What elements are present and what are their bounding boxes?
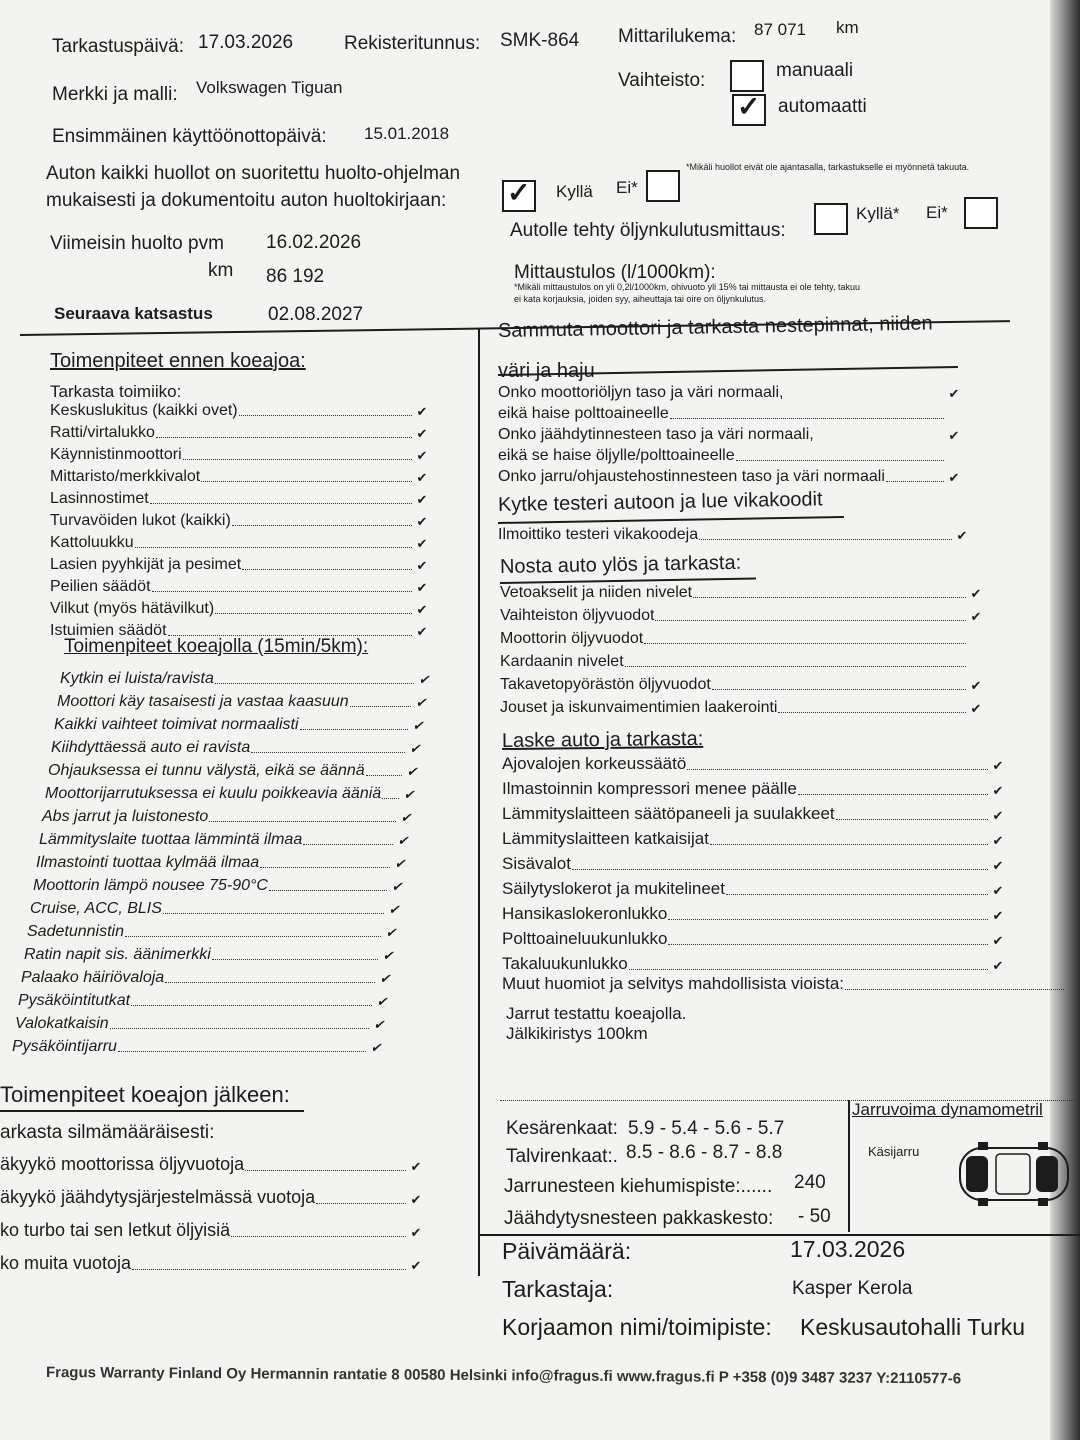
make-model: Volkswagen Tiguan xyxy=(196,78,343,97)
fluid-label: Onko moottoriöljyn taso ja väri normaali, xyxy=(498,384,784,401)
drive-label: Pysäköintijarru xyxy=(12,1038,117,1055)
lift-label: Jouset ja iskunvaimentimien laakerointi xyxy=(500,699,778,716)
check-mark-icon[interactable]: ✔ xyxy=(410,1159,422,1174)
manual-label: manuaali xyxy=(776,60,854,81)
lower-label: Takaluukunlukko xyxy=(502,954,628,973)
before-label: Keskuslukitus (kaikki ovet) xyxy=(50,402,238,419)
check-mark-icon[interactable]: ✔ xyxy=(394,856,406,871)
before-item xyxy=(50,600,430,618)
lower-item xyxy=(502,779,1006,799)
signature-divider xyxy=(480,1234,1080,1236)
leader-dots xyxy=(135,547,412,548)
drive-item xyxy=(54,716,426,734)
leader-dots xyxy=(572,869,988,870)
leader-dots xyxy=(231,1236,406,1237)
leader-dots xyxy=(212,959,378,960)
leader-dots xyxy=(629,969,988,970)
drive-item xyxy=(48,762,420,780)
registration-number: SMK-864 xyxy=(500,30,580,51)
odometer-value: 87 071 xyxy=(754,20,806,39)
check-mark-icon[interactable]: ✔ xyxy=(418,672,430,687)
last-service-label: Viimeisin huolto pvm xyxy=(50,233,224,254)
winter-tyres-label: Talvirenkaat:. xyxy=(506,1146,618,1167)
drive-label: Moottorijarrutuksessa ei kuulu poikkeavia ääniä xyxy=(45,785,382,802)
leader-dots xyxy=(110,1028,369,1029)
before-item xyxy=(50,512,430,530)
lift-item xyxy=(500,653,984,671)
check-mark-icon[interactable]: ✔ xyxy=(382,948,394,963)
leader-dots xyxy=(125,936,381,937)
leader-dots xyxy=(209,821,396,822)
drive-item xyxy=(15,1015,387,1033)
fluid-item xyxy=(498,426,962,444)
before-drive-title: Toimenpiteet ennen koeajoa: xyxy=(50,350,306,372)
drive-item xyxy=(39,831,411,849)
fluid-item xyxy=(498,447,962,465)
first-use-label: Ensimmäinen käyttöönottopäivä: xyxy=(52,126,327,147)
check-mark-icon[interactable]: ✔ xyxy=(379,971,391,986)
before-label: Turvavöiden lukot (kaikki) xyxy=(50,512,231,529)
lower-label: Lämmityslaitteen säätöpaneeli ja suulakkeet xyxy=(502,804,835,823)
before-item xyxy=(50,446,430,464)
after-label: ko turbo tai sen letkut öljyisiä xyxy=(0,1220,231,1240)
fluid-label: Onko jäähdytinnesteen taso ja väri normaali, xyxy=(498,426,814,443)
check-mark-icon[interactable]: ✔ xyxy=(970,701,982,716)
next-inspection-date: 02.08.2027 xyxy=(268,304,364,325)
check-mark-icon[interactable]: ✔ xyxy=(992,858,1004,873)
check-mark-icon[interactable]: ✔ xyxy=(397,833,409,848)
last-service-date: 16.02.2026 xyxy=(266,232,362,253)
tester-item xyxy=(498,526,970,544)
leader-dots xyxy=(655,620,966,621)
tester-underline xyxy=(498,516,844,524)
odometer-label: Mittarilukema: xyxy=(618,26,737,47)
background-edge xyxy=(1050,0,1080,1440)
after-drive-underline xyxy=(0,1110,304,1112)
lower-label: Säilytyslokerot ja mukitelineet xyxy=(502,879,725,898)
before-label: Kattoluukku xyxy=(50,534,134,551)
oil-test-yes-checkbox[interactable] xyxy=(814,203,848,235)
fluid-title-line1: Sammuta moottori ja tarkasta nestepinnat, niiden xyxy=(497,312,933,342)
leader-dots xyxy=(132,1269,406,1270)
workshop-name: Keskusautohalli Turku xyxy=(800,1314,1026,1340)
lift-item xyxy=(500,699,984,717)
check-mark-icon[interactable]: ✔ xyxy=(391,879,403,894)
lower-label: Lämmityslaitteen katkaisijat xyxy=(502,829,709,848)
drive-item xyxy=(24,946,396,964)
leader-dots xyxy=(687,769,988,770)
leader-dots xyxy=(168,635,412,636)
service-note: *Mikäli huollot eivät ole ajantasalla, tarkastukselle ei myönnetä takuuta. xyxy=(686,162,970,172)
lift-item xyxy=(500,607,984,625)
inspection-date: 17.03.2026 xyxy=(198,32,294,53)
leader-dots xyxy=(300,729,408,730)
check-mark-icon[interactable]: ✔ xyxy=(416,536,428,551)
before-item xyxy=(50,490,430,508)
automatic-checkbox[interactable] xyxy=(732,94,766,126)
leader-dots xyxy=(736,460,944,461)
check-mark-icon[interactable]: ✔ xyxy=(410,1258,422,1273)
check-mark-icon[interactable]: ✔ xyxy=(948,386,960,401)
drive-item xyxy=(33,877,405,895)
remarks-dots xyxy=(845,989,1064,990)
before-label: Lasien pyyhkijät ja pesimet xyxy=(50,556,242,573)
service-no-checkbox[interactable] xyxy=(646,170,680,202)
drive-item xyxy=(30,900,402,918)
before-label: Mittaristo/merkkivalot xyxy=(50,468,201,485)
check-mark-icon[interactable]: ✔ xyxy=(992,808,1004,823)
check-mark-icon[interactable]: ✔ xyxy=(416,426,428,441)
test-drive-title: Toimenpiteet koeajolla (15min/5km): xyxy=(64,636,369,657)
drive-label: Kaikki vaihteet toimivat normaalisti xyxy=(54,716,299,733)
lower-title: Laske auto ja tarkasta: xyxy=(501,727,704,752)
lower-label: Sisävalot xyxy=(502,854,571,873)
leader-dots xyxy=(836,819,988,820)
coolant-value: - 50 xyxy=(798,1206,831,1227)
leader-dots xyxy=(251,752,405,753)
check-mark-icon[interactable]: ✔ xyxy=(412,718,424,733)
lift-label: Takavetopyörästön öljyvuodot xyxy=(500,676,711,693)
check-mark-icon[interactable]: ✔ xyxy=(992,958,1004,973)
car-top-view-icon xyxy=(952,1138,1072,1210)
before-item xyxy=(50,468,430,486)
inspector-label: Tarkastaja: xyxy=(502,1276,614,1302)
check-mark-icon[interactable]: ✔ xyxy=(388,902,400,917)
drive-item xyxy=(36,854,408,872)
check-mark-icon[interactable]: ✔ xyxy=(992,783,1004,798)
leader-dots xyxy=(269,890,387,891)
drive-item xyxy=(27,923,399,941)
drive-item xyxy=(18,992,390,1010)
lower-item xyxy=(502,754,1006,774)
drive-label: Moottori käy tasaisesti ja vastaa kaasuun xyxy=(57,693,349,710)
sign-date: 17.03.2026 xyxy=(790,1236,906,1262)
leader-dots xyxy=(201,481,412,482)
before-label: Istuimien säädöt xyxy=(50,622,167,639)
before-item xyxy=(50,622,430,640)
leader-dots xyxy=(350,706,411,707)
drive-item xyxy=(45,785,417,803)
leader-dots xyxy=(710,844,988,845)
oil-test-label: Autolle tehty öljynkulutusmittaus: xyxy=(510,220,786,241)
leader-dots xyxy=(625,666,966,667)
after-label: ko muita vuotoja xyxy=(0,1253,132,1273)
leader-dots xyxy=(668,944,988,945)
service-yes-label: Kyllä xyxy=(556,182,593,201)
leader-dots xyxy=(712,689,966,690)
check-mark-icon[interactable]: ✔ xyxy=(373,1017,385,1032)
check-mark-icon[interactable]: ✔ xyxy=(416,514,428,529)
lower-item xyxy=(502,829,1006,849)
after-item xyxy=(0,1154,424,1175)
last-service-km-label: km xyxy=(208,260,234,281)
check-mark-icon[interactable]: ✔ xyxy=(416,404,428,419)
brake-fluid-value: 240 xyxy=(794,1172,826,1193)
fluid-title-line2: väri ja haju xyxy=(498,360,595,382)
drive-label: Palaako häiriövaloja xyxy=(21,969,165,986)
footer-company-info: Fragus Warranty Finland Oy Hermannin rantatie 8 00580 Helsinki info@fragus.fi www.fragus.fi P +358 (0)9 3487 3237 Y:2110577-6 xyxy=(45,1364,962,1388)
check-mark-icon[interactable]: ✔ xyxy=(385,925,397,940)
manual-checkbox[interactable] xyxy=(730,60,764,92)
drive-label: Kiihdyttäessä auto ei ravista xyxy=(51,739,251,756)
after-drive-title: Toimenpiteet koeajon jälkeen: xyxy=(0,1082,290,1107)
lower-label: Ajovalojen korkeussäätö xyxy=(502,754,687,773)
lift-item xyxy=(500,630,984,648)
before-item xyxy=(50,424,430,442)
drive-label: Cruise, ACC, BLIS xyxy=(30,900,162,917)
drive-label: Ohjauksessa ei tunnu välystä, eikä se äännä xyxy=(48,762,365,779)
leader-dots xyxy=(150,503,412,504)
check-mark-icon[interactable]: ✔ xyxy=(948,428,960,443)
leader-dots xyxy=(366,775,402,776)
drive-label: Ilmastointi tuottaa kylmää ilmaa xyxy=(36,854,260,871)
after-label: äkyykö moottorissa öljyvuotoja xyxy=(0,1154,245,1174)
check-mark-icon[interactable]: ✔ xyxy=(956,528,968,543)
check-mark-icon[interactable]: ✔ xyxy=(416,492,428,507)
fluid-label: Onko jarru/ohjaustehostinnesteen taso ja väri normaali xyxy=(498,468,885,485)
automatic-label: automaatti xyxy=(778,96,867,117)
drive-item xyxy=(51,739,423,757)
lower-label: Polttoaineluukunlukko xyxy=(502,929,668,948)
check-mark-icon[interactable]: ✔ xyxy=(410,1225,422,1240)
leader-dots xyxy=(316,1203,406,1204)
before-item xyxy=(50,556,430,574)
lower-item xyxy=(502,904,1006,924)
leader-dots xyxy=(798,794,988,795)
lower-item xyxy=(502,929,1006,949)
drive-label: Sadetunnistin xyxy=(27,923,124,940)
leader-dots xyxy=(778,712,966,713)
remarks-line1: Jarrut testattu koeajolla. xyxy=(506,1004,687,1023)
lower-label: Ilmastoinnin kompressori menee päälle xyxy=(502,779,797,798)
drive-label: Lämmityslaite tuottaa lämmintä ilmaa xyxy=(39,831,303,848)
gearbox-label: Vaihteisto: xyxy=(618,70,706,91)
column-divider xyxy=(478,328,480,1276)
drive-label: Valokatkaisin xyxy=(15,1015,109,1032)
check-mark-icon[interactable]: ✔ xyxy=(410,1192,422,1207)
summer-tyres-values: 5.9 - 5.4 - 5.6 - 5.7 xyxy=(628,1118,785,1139)
check-mark-icon[interactable]: ✔ xyxy=(400,810,412,825)
sign-date-label: Päivämäärä: xyxy=(502,1238,632,1264)
brake-fluid-label: Jarrunesteen kiehumispiste:...... xyxy=(504,1176,773,1197)
leader-dots xyxy=(232,525,412,526)
check-mark-icon[interactable]: ✔ xyxy=(403,787,415,802)
fluid-item xyxy=(498,384,962,402)
lower-item xyxy=(502,954,1006,974)
drive-item xyxy=(21,969,393,987)
after-item xyxy=(0,1253,424,1274)
leader-dots xyxy=(215,613,412,614)
check-mark-icon[interactable]: ✔ xyxy=(992,908,1004,923)
leader-dots xyxy=(699,539,952,540)
oil-test-yes-label: Kyllä* xyxy=(856,204,900,223)
leader-dots xyxy=(668,919,988,920)
lift-label: Vetoakselit ja niiden nivelet xyxy=(500,584,693,601)
before-label: Ratti/virtalukko xyxy=(50,424,155,441)
lift-label: Kardaanin nivelet xyxy=(500,653,624,670)
after-item xyxy=(0,1187,424,1208)
check-mark-icon[interactable]: ✔ xyxy=(992,933,1004,948)
inspector-name: Kasper Kerola xyxy=(792,1278,913,1299)
check-mark-icon[interactable]: ✔ xyxy=(970,586,982,601)
leader-dots xyxy=(303,844,393,845)
lower-label: Hansikaslokeronlukko xyxy=(502,904,668,923)
leader-dots xyxy=(382,798,399,799)
tester-title: Kytke testeri autoon ja lue vikakoodit xyxy=(497,488,823,516)
oil-test-no-label: Ei* xyxy=(926,203,948,222)
after-item xyxy=(0,1220,424,1241)
check-mark-icon[interactable]: ✔ xyxy=(948,470,960,485)
service-no-label: Ei* xyxy=(616,178,638,197)
summer-tyres-label: Kesärenkaat: xyxy=(506,1118,618,1139)
drive-label: Ratin napit sis. äänimerkki xyxy=(24,946,211,963)
after-check-title: arkasta silmämääräisesti: xyxy=(0,1122,215,1143)
leader-dots xyxy=(183,459,412,460)
service-statement-line2: mukaisesti ja dokumentoitu auton huoltokirjaan: xyxy=(46,190,447,211)
service-statement-line1: Auton kaikki huollot on suoritettu huolto-ohjelman xyxy=(46,163,461,184)
leader-dots xyxy=(215,683,414,684)
leader-dots xyxy=(118,1051,366,1052)
lift-title: Nosta auto ylös ja tarkasta: xyxy=(499,551,742,578)
before-label: Lasinnostimet xyxy=(50,490,149,507)
lift-label: Vaihteiston öljyvuodot xyxy=(500,607,655,624)
leader-dots xyxy=(693,597,966,598)
check-mark-icon[interactable]: ✔ xyxy=(415,695,427,710)
dyno-title: Jarruvoima dynamometril xyxy=(852,1100,1043,1119)
check-mark-icon[interactable]: ✔ xyxy=(992,758,1004,773)
before-item xyxy=(50,578,430,596)
leader-dots xyxy=(152,591,412,592)
drive-item xyxy=(57,693,429,711)
remarks-row xyxy=(502,974,1066,994)
check-mark-icon[interactable]: ✔ xyxy=(416,602,428,617)
check-mark-icon[interactable]: ✔ xyxy=(409,741,421,756)
leader-dots xyxy=(131,1005,372,1006)
oil-result-label: Mittaustulos (l/1000km): xyxy=(514,262,716,283)
lower-item xyxy=(502,854,1006,874)
leader-dots xyxy=(886,481,944,482)
leader-dots xyxy=(239,415,412,416)
after-label: äkyykö jäähdytysjärjestelmässä vuotoja xyxy=(0,1187,316,1207)
fluid-label: eikä haise polttoaineelle xyxy=(498,405,669,422)
before-label: Vilkut (myös hätävilkut) xyxy=(50,600,215,617)
check-mark-icon[interactable]: ✔ xyxy=(370,1040,382,1055)
tester-label: Ilmoittiko testeri vikakoodeja xyxy=(498,526,699,543)
oil-note-line1: *Mikäli mittaustulos on yli 0,2l/1000km, ohivuoto yli 15% tai mittausta ei ole tehty, takuu xyxy=(514,282,861,292)
drive-label: Abs jarrut ja luistonesto xyxy=(42,808,209,825)
check-mark-icon[interactable]: ✔ xyxy=(970,609,982,624)
check-mark-icon[interactable]: ✔ xyxy=(416,558,428,573)
oil-note-line2: ei kata korjauksia, joiden syy, aiheuttaja tai oire on öljynkulutus. xyxy=(514,294,766,304)
fluid-item xyxy=(498,405,962,423)
lift-item xyxy=(500,676,984,694)
leader-dots xyxy=(165,982,375,983)
before-label: Käynnistinmoottori xyxy=(50,446,182,463)
registration-label: Rekisteritunnus: xyxy=(344,33,481,54)
remarks-label: Muut huomiot ja selvitys mahdollisista vioista: xyxy=(502,974,845,993)
leader-dots xyxy=(644,643,966,644)
drive-label: Moottorin lämpö nousee 75-90°C xyxy=(33,877,268,894)
before-label: Peilien säädöt xyxy=(50,578,151,595)
drive-item xyxy=(12,1038,384,1056)
leader-dots xyxy=(245,1170,406,1171)
fluid-label: eikä se haise öljylle/polttoaineelle xyxy=(498,447,735,464)
check-works-title: Tarkasta toimiiko: xyxy=(50,382,182,401)
leader-dots xyxy=(260,867,390,868)
last-service-km: 86 192 xyxy=(266,266,325,287)
make-model-label: Merkki ja malli: xyxy=(52,84,178,105)
check-mark-icon[interactable]: ✔ xyxy=(970,678,982,693)
service-yes-checkbox[interactable] xyxy=(502,180,536,212)
odometer-unit: km xyxy=(836,18,859,37)
check-mark-icon[interactable]: ✔ xyxy=(992,833,1004,848)
inspection-date-label: Tarkastuspäivä: xyxy=(52,36,185,57)
leader-dots xyxy=(670,418,944,419)
lower-item xyxy=(502,804,1006,824)
drive-label: Kytkin ei luista/ravista xyxy=(60,670,214,687)
fluid-item xyxy=(498,468,962,486)
before-item xyxy=(50,534,430,552)
drive-item xyxy=(60,670,432,688)
check-mark-icon[interactable]: ✔ xyxy=(416,580,428,595)
leader-dots xyxy=(242,569,412,570)
leader-dots xyxy=(156,437,412,438)
lower-item xyxy=(502,879,1006,899)
leader-dots xyxy=(726,894,988,895)
check-mark-icon[interactable]: ✔ xyxy=(416,624,428,639)
check-mark-icon[interactable]: ✔ xyxy=(416,470,428,485)
remarks-line2: Jälkikiristys 100km xyxy=(506,1024,648,1043)
drive-label: Pysäköintitutkat xyxy=(18,992,131,1009)
drive-item xyxy=(42,808,414,826)
workshop-label: Korjaamon nimi/toimipiste: xyxy=(502,1314,772,1340)
before-item xyxy=(50,402,430,420)
check-mark-icon[interactable]: ✔ xyxy=(376,994,388,1009)
check-mark-icon[interactable]: ✔ xyxy=(992,883,1004,898)
first-use-date: 15.01.2018 xyxy=(364,124,450,143)
handbrake-label: Käsijarru xyxy=(868,1144,920,1159)
oil-test-no-checkbox[interactable] xyxy=(964,197,998,229)
leader-dots xyxy=(163,913,384,914)
lift-label: Moottorin öljyvuodot xyxy=(500,630,644,647)
dyno-divider xyxy=(848,1100,850,1232)
coolant-label: Jäähdytysnesteen pakkaskesto: xyxy=(504,1208,774,1229)
check-mark-icon[interactable]: ✔ xyxy=(406,764,418,779)
winter-tyres-values: 8.5 - 8.6 - 8.7 - 8.8 xyxy=(626,1142,783,1163)
next-inspection-label: Seuraava katsastus xyxy=(54,304,213,323)
check-mark-icon[interactable]: ✔ xyxy=(416,448,428,463)
lift-item xyxy=(500,584,984,602)
